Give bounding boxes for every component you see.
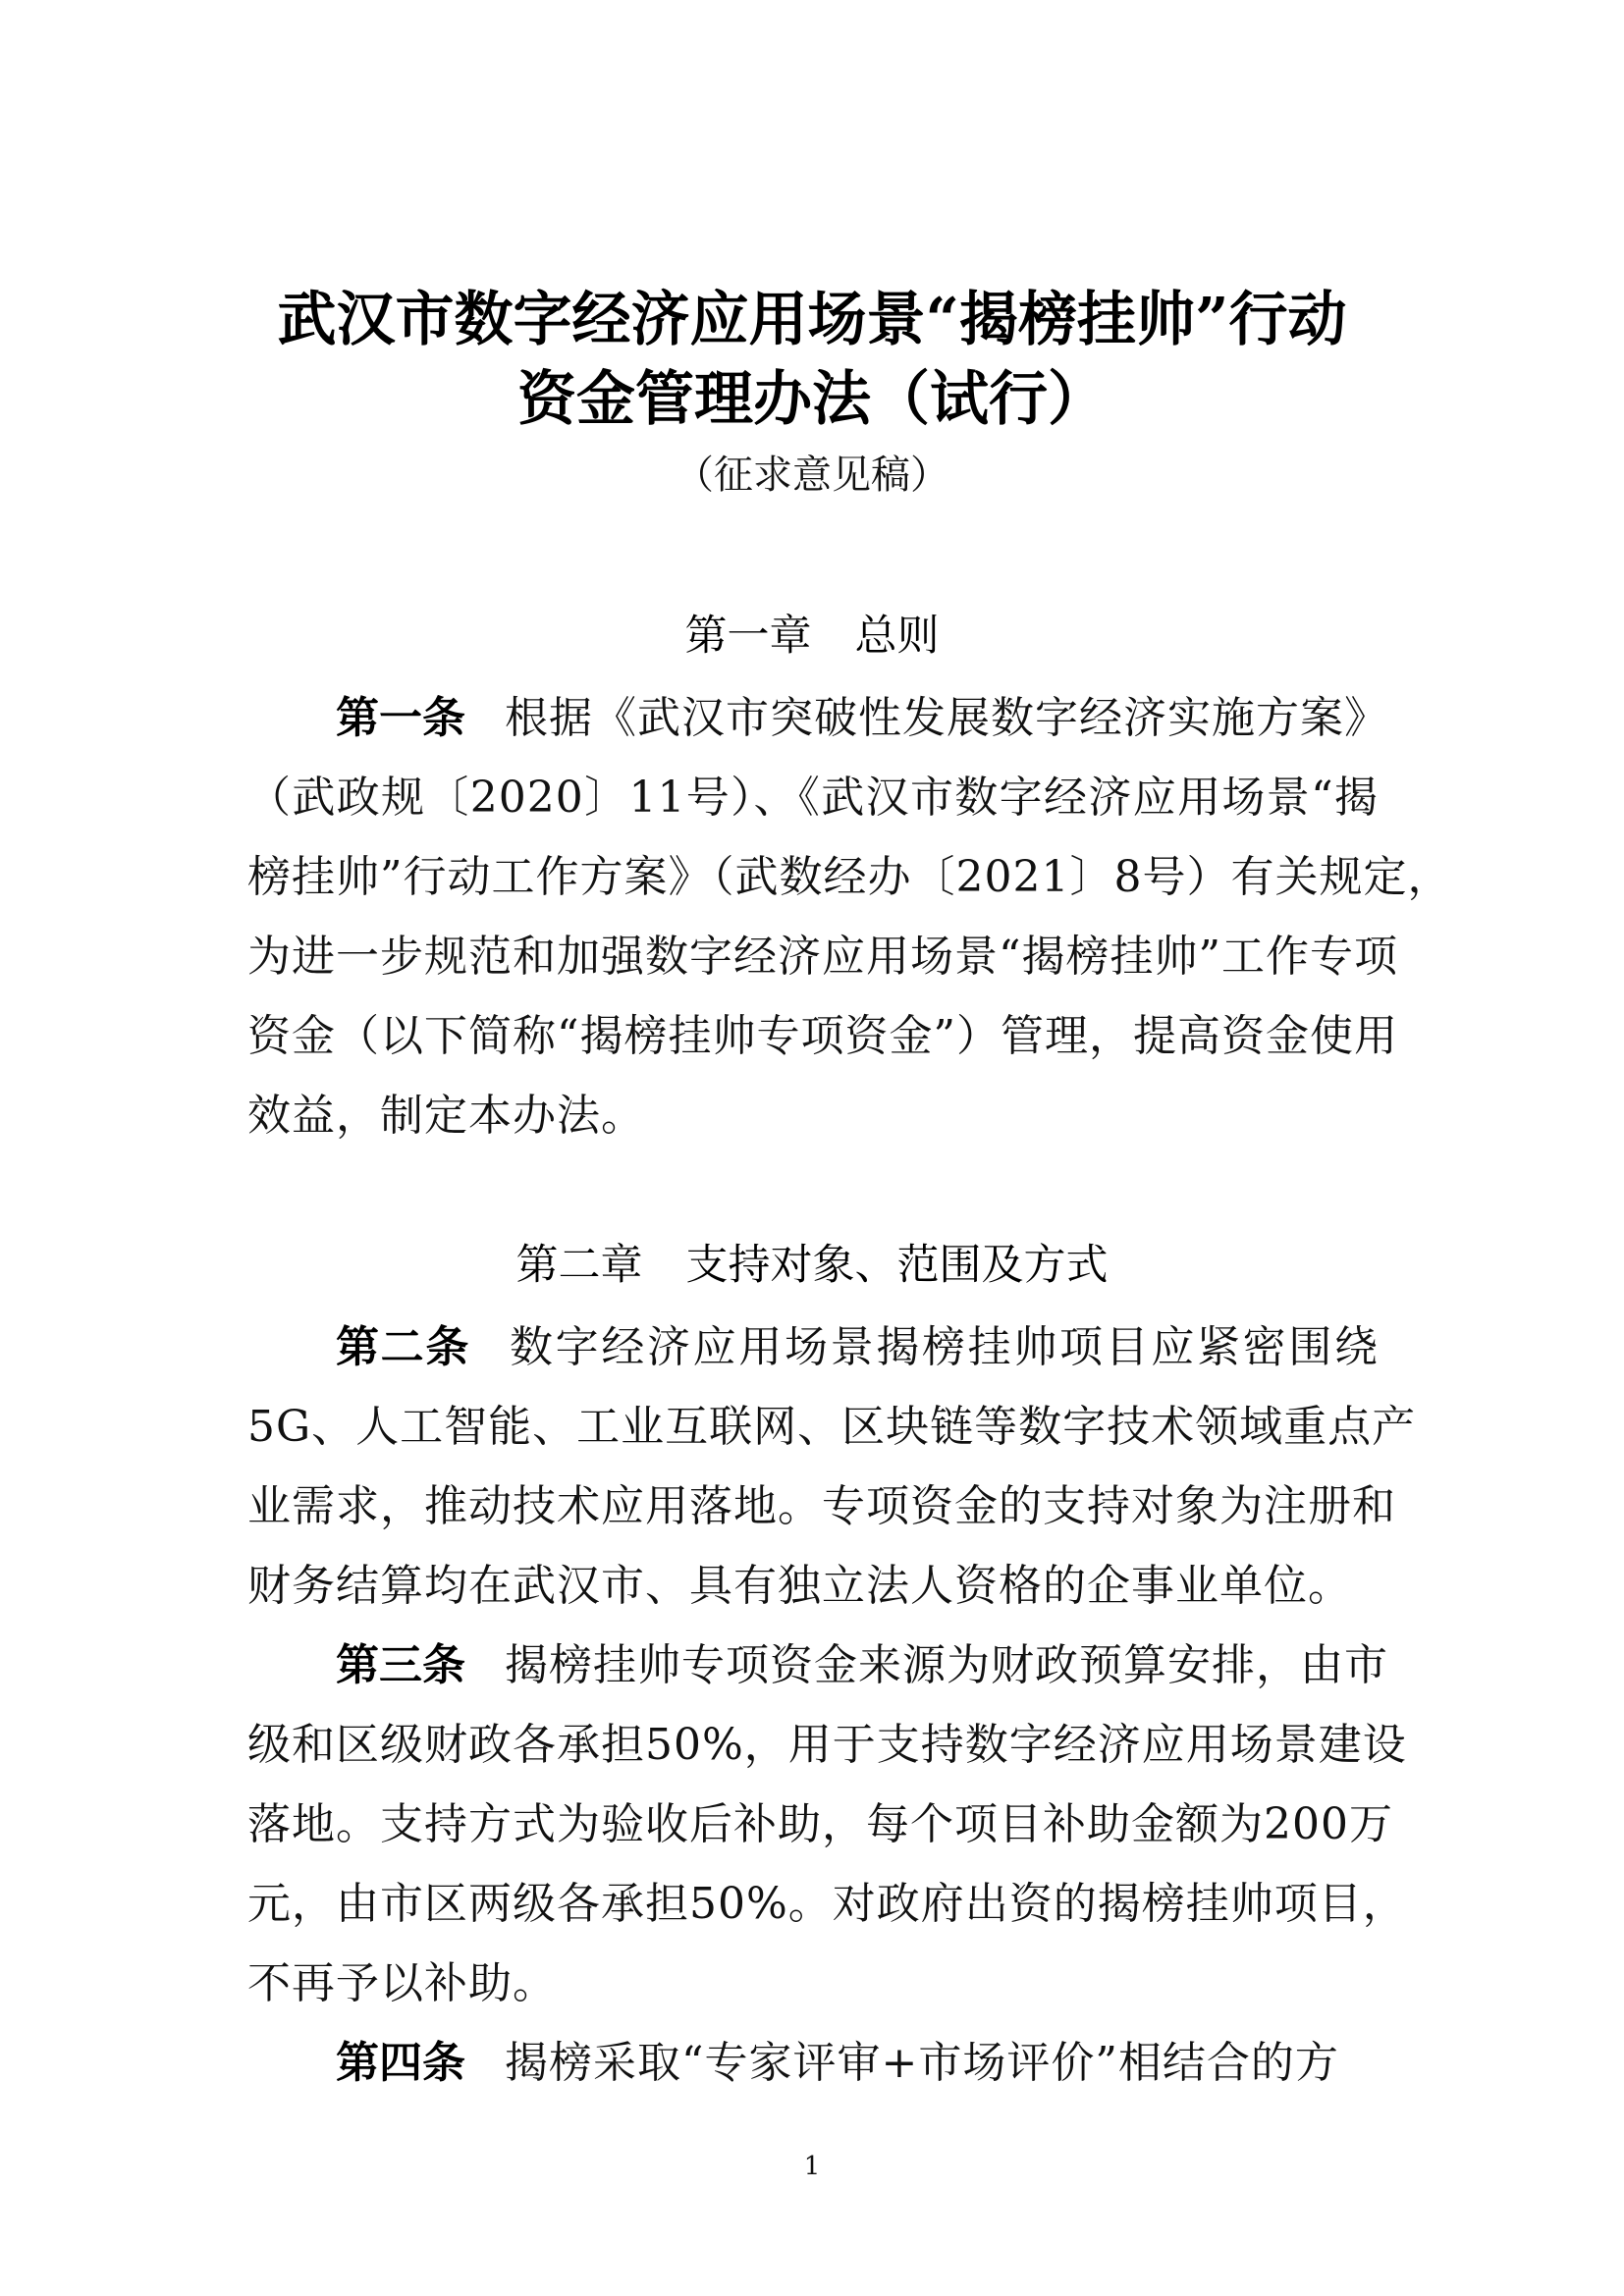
article-3-label: 第三条 [336,1640,465,1690]
chapter-1-heading [0,612,1624,661]
chapter-2-name: 支持对象、范围及方式 [685,1241,1109,1290]
article-1-line-3: 榜挂帅”行动工作方案》（武数经办〔2021〕8号）有关规定， [247,852,1452,902]
article-2-line-4: 财务结算均在武汉市、具有独立法人资格的企事业单位。 [247,1561,1352,1611]
article-2-line-1: 第二条 数字经济应用场景揭榜挂帅项目应紧密围绕 [336,1322,1379,1372]
article-2-line-3: 业需求，推动技术应用落地。专项资金的支持对象为注册和 [247,1481,1396,1531]
chapter-2-number: 第二章 [515,1241,643,1290]
document-title-line-1: 武汉市数字经济应用场景“揭榜挂帅”行动 [277,286,1347,354]
article-1-line-2: （武政规〔2020〕11号）、《武汉市数字经济应用场景“揭 [247,773,1379,823]
document-title-line-2: 资金管理办法（试行） [517,365,1107,434]
article-1-line-1: 第一条 根据《武汉市突破性发展数字经济实施方案》 [336,693,1388,743]
article-4-label: 第四条 [336,2038,465,2088]
page-number: 1 [803,2152,821,2181]
article-3-line-2: 级和区级财政各承担50%，用于支持数字经济应用场景建设 [247,1720,1407,1770]
article-1-label: 第一条 [336,693,465,743]
article-1-line-5: 资金（以下简称“揭榜挂帅专项资金”）管理，提高资金使用 [247,1011,1398,1061]
chapter-2-heading [0,1241,1624,1290]
article-2-line-2: 5G、人工智能、工业互联网、区块链等数字技术领域重点产 [247,1402,1417,1452]
article-3-line-4: 元，由市区两级各承担50%。对政府出资的揭榜挂帅项目， [247,1879,1407,1929]
article-1-line-4: 为进一步规范和加强数字经济应用场景“揭榜挂帅”工作专项 [247,932,1398,982]
chapter-1-number: 第一章 [684,612,812,661]
article-1-line-6: 效益，制定本办法。 [247,1091,645,1141]
article-3-line-1: 第三条 揭榜挂帅专项资金来源为财政预算安排，由市 [336,1640,1388,1690]
article-4-line-1: 第四条 揭榜采取“专家评审+市场评价”相结合的方 [336,2038,1339,2088]
article-3-line-3: 落地。支持方式为验收后补助，每个项目补助金额为200万 [247,1799,1393,1849]
chapter-1-name: 总则 [854,612,940,661]
document-subtitle: （征求意见稿） [675,453,949,498]
article-3-line-5: 不再予以补助。 [247,1958,557,2008]
article-2-label: 第二条 [336,1322,470,1372]
